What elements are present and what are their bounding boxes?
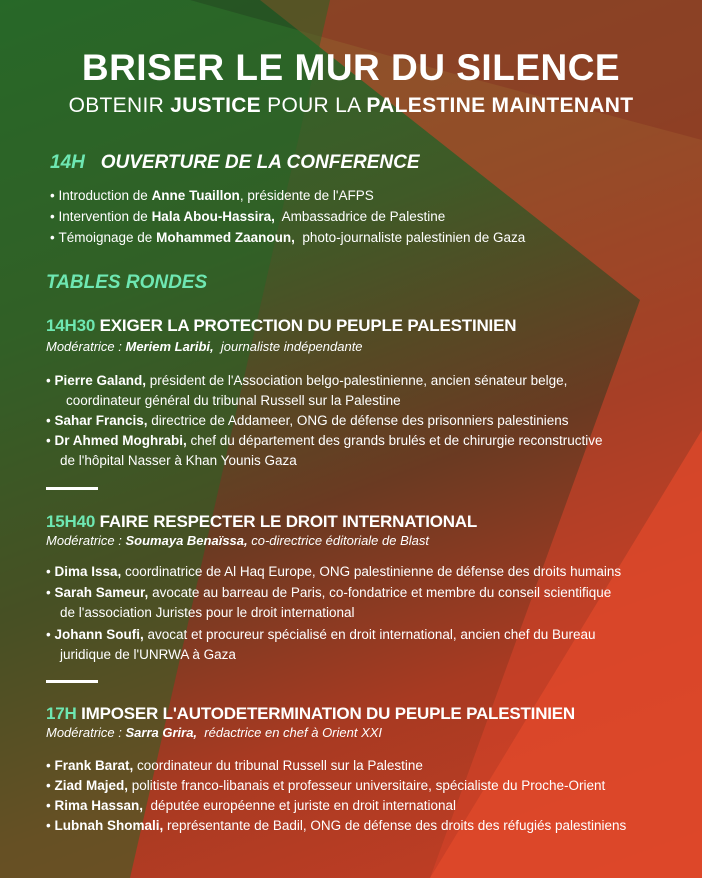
speaker-role: avocate au barreau de Paris, co-fondatrice et membre du conseil scientifique [152, 585, 612, 600]
tables-rondes-label: TABLES RONDES [46, 272, 208, 293]
moderator-role: co-directrice éditoriale de Blast [251, 533, 429, 548]
speaker-name: Hala Abou-Hassira, [151, 209, 275, 224]
item-prefix: Témoignage de [58, 230, 153, 245]
speaker-name: Pierre Galand, [54, 373, 147, 388]
session-title: EXIGER LA PROTECTION DU PEUPLE PALESTINIEN [99, 316, 517, 335]
speaker-name: Dr Ahmed Moghrabi, [54, 433, 187, 448]
item-prefix: Intervention de [58, 209, 148, 224]
speaker-name: Johann Soufi, [54, 627, 144, 642]
list-item: • Dr Ahmed Moghrabi, chef du département des grands brulés et de chirurgie reconstructive [46, 433, 603, 448]
list-item: • Lubnah Shomali, représentante de Badil, ONG de défense des droits des réfugiés palestiniens [46, 818, 627, 833]
speaker-role: représentante de Badil, ONG de défense des droits des réfugiés palestiniens [167, 818, 627, 833]
speaker-role: coordinateur du tribunal Russell sur la Palestine [137, 758, 423, 773]
speaker-role: députée européenne et juriste en droit international [150, 798, 457, 813]
moderator-label: Modératrice : [46, 533, 122, 548]
session-heading [46, 314, 516, 338]
session-heading [46, 702, 575, 726]
session-title: FAIRE RESPECTER LE DROIT INTERNATIONAL [99, 512, 478, 531]
session-time: 14H30 [46, 316, 96, 335]
moderator-name: Sarra Grira, [125, 725, 198, 740]
speaker-role: chef du département des grands brulés et de chirurgie reconstructive [190, 433, 603, 448]
session-heading [46, 510, 477, 534]
list-item-continuation: de l'association Juristes pour le droit international [60, 605, 355, 620]
speaker-role: politiste franco-libanais et professeur universitaire, spécialiste du Proche-Orient [131, 778, 606, 793]
section-divider [46, 680, 98, 683]
subtitle-part: OBTENIR [68, 94, 165, 117]
moderator-role: journaliste indépendante [220, 339, 363, 354]
moderator-name: Meriem Laribi, [125, 339, 214, 354]
opening-time: 14H [50, 152, 85, 173]
list-item: • Intervention de Hala Abou-Hassira, Ambassadrice de Palestine [50, 209, 446, 224]
speaker-name: Anne Tuaillon [151, 188, 240, 203]
opening-title: OUVERTURE DE LA CONFERENCE [100, 152, 420, 173]
subtitle-emphasis: PALESTINE MAINTENANT [366, 94, 634, 117]
page-title: BRISER LE MUR DU SILENCE [81, 47, 621, 88]
list-item: • Sahar Francis, directrice de Addameer, ONG de défense des prisonniers palestiniens [46, 413, 569, 428]
list-item-continuation: de l'hôpital Nasser à Khan Younis Gaza [60, 453, 297, 468]
list-item: • Ziad Majed, politiste franco-libanais et professeur universitaire, spécialiste du Proche-Orient [46, 778, 606, 793]
speaker-role: , présidente de l'AFPS [239, 188, 374, 203]
list-item: • Rima Hassan, députée européenne et juriste en droit international [46, 798, 457, 813]
moderator-label: Modératrice : [46, 339, 122, 354]
moderator-label: Modératrice : [46, 725, 122, 740]
list-item: • Pierre Galand, président de l'Association belgo-palestinienne, ancien sénateur belge, [46, 373, 568, 388]
speaker-name: Mohammed Zaanoun, [156, 230, 295, 245]
section-divider [46, 487, 98, 490]
subtitle-emphasis: JUSTICE [170, 94, 261, 117]
session-time: 17H [46, 704, 77, 723]
list-item-continuation: juridique de l'UNRWA à Gaza [60, 647, 236, 662]
moderator-line [46, 532, 429, 550]
list-item: • Dima Issa, coordinatrice de Al Haq Europe, ONG palestinienne de défense des droits humains [46, 564, 622, 579]
speaker-name: Ziad Majed, [54, 778, 128, 793]
speaker-name: Dima Issa, [54, 564, 122, 579]
speaker-role: président de l'Association belgo-palestinienne, ancien sénateur belge, [149, 373, 568, 388]
list-item: • Frank Barat, coordinateur du tribunal Russell sur la Palestine [46, 758, 423, 773]
session-time: 15H40 [46, 512, 96, 531]
page-subtitle [0, 92, 702, 120]
list-item: • Sarah Sameur, avocate au barreau de Paris, co-fondatrice et membre du conseil scientifique [46, 585, 612, 600]
moderator-line [46, 338, 363, 356]
speaker-name: Lubnah Shomali, [54, 818, 164, 833]
list-item: • Introduction de Anne Tuaillon, présidente de l'AFPS [50, 188, 374, 203]
subtitle-part: POUR LA [267, 94, 361, 117]
item-prefix: Introduction de [58, 188, 148, 203]
speaker-name: Frank Barat, [54, 758, 134, 773]
speaker-name: Sarah Sameur, [54, 585, 149, 600]
list-item: • Témoignage de Mohammed Zaanoun, photo-journaliste palestinien de Gaza [50, 230, 526, 245]
speaker-role: photo-journaliste palestinien de Gaza [302, 230, 526, 245]
speaker-role: avocat et procureur spécialisé en droit international, ancien chef du Bureau [147, 627, 596, 642]
speaker-name: Sahar Francis, [54, 413, 148, 428]
speaker-role: coordinatrice de Al Haq Europe, ONG palestinienne de défense des droits humains [125, 564, 622, 579]
moderator-role: rédactrice en chef à Orient XXI [204, 725, 383, 740]
opening-heading [50, 150, 420, 176]
speaker-name: Rima Hassan, [54, 798, 144, 813]
moderator-line [46, 724, 382, 742]
speaker-role: directrice de Addameer, ONG de défense des prisonniers palestiniens [151, 413, 569, 428]
speaker-role: Ambassadrice de Palestine [281, 209, 446, 224]
moderator-name: Soumaya Benaïssa, [125, 533, 248, 548]
session-title: IMPOSER L'AUTODETERMINATION DU PEUPLE PALESTINIEN [81, 704, 576, 723]
list-item-continuation: coordinateur général du tribunal Russell sur la Palestine [66, 393, 401, 408]
list-item: • Johann Soufi, avocat et procureur spécialisé en droit international, ancien chef du Bureau [46, 627, 596, 642]
